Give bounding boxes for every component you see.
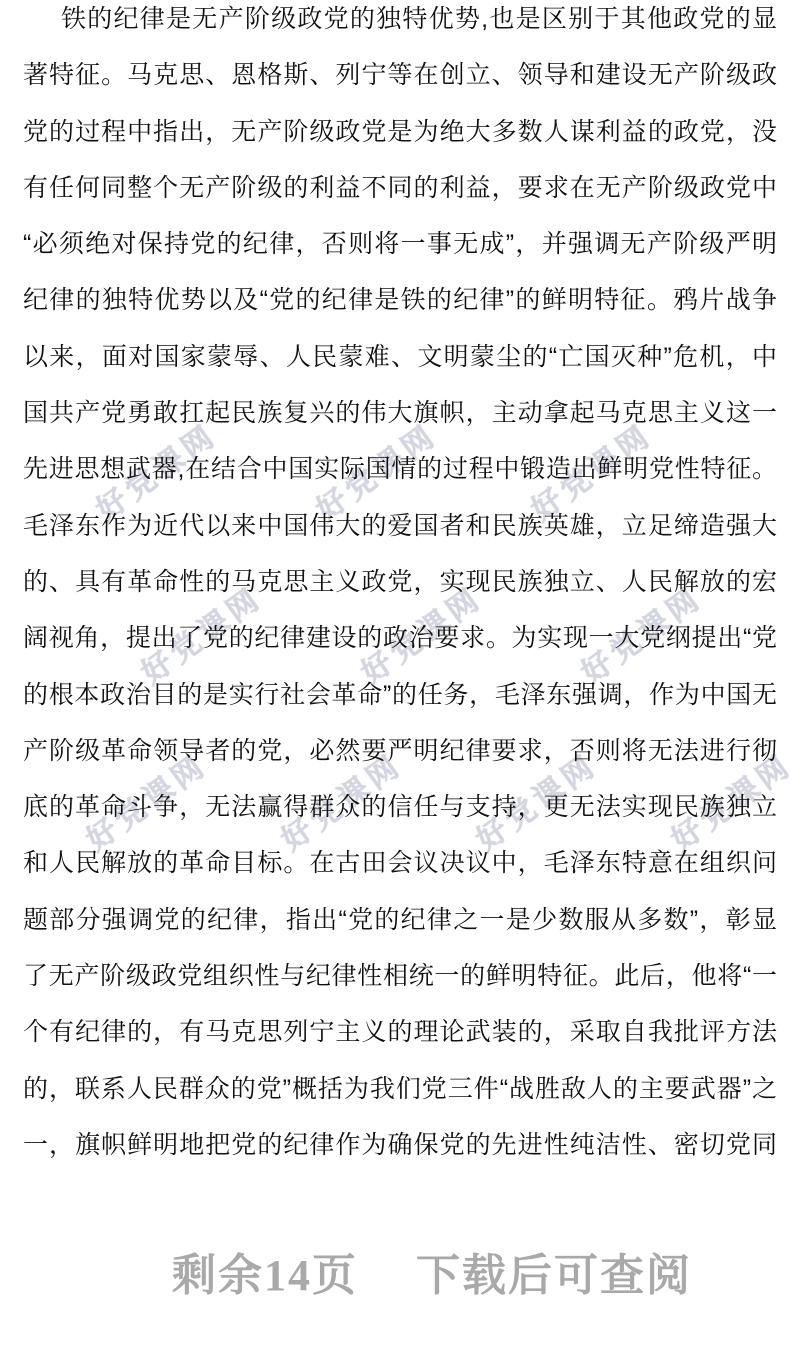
text-line: 党的过程中指出，无产阶级政党是为绝大多数人谋利益的政党，没 <box>23 117 777 146</box>
watermark-text: 好党课网 <box>575 581 709 691</box>
text-line: 的，联系人民群众的党”概括为我们党三件“战胜敌人的主要武器”之 <box>23 1074 777 1103</box>
text-line: 国共产党勇敢扛起民族复兴的伟大旗帜，主动拿起马克思主义这一 <box>23 399 777 428</box>
text-line: 个有纪律的，有马克思列宁主义的理论武装的，采取自我批评方法 <box>23 1018 777 1047</box>
text-line: 的根本政治目的是实行社会革命”的任务，毛泽东强调，作为中国无 <box>23 680 777 709</box>
text-line: 和人民解放的革命目标。在古田会议决议中，毛泽东特意在组织问 <box>23 849 777 878</box>
text-line: 有任何同整个无产阶级的利益不同的利益，要求在无产阶级政党中 <box>23 173 777 202</box>
text-line: 著特征。马克思、恩格斯、列宁等在创立、领导和建设无产阶级政 <box>23 61 777 90</box>
watermark-text: 好党课网 <box>355 581 489 691</box>
watermark-text: 好党课网 <box>80 748 214 858</box>
text-line: 阔视角，提出了党的纪律建设的政治要求。为实现一大党纲提出“党 <box>23 624 777 653</box>
text-line: 毛泽东作为近代以来中国伟大的爱国者和民族英雄，立足缔造强大 <box>23 511 777 540</box>
text-line: 先进思想武器,在结合中国实际国情的过程中锻造出鲜明党性特征。 <box>23 455 777 484</box>
text-line: 题部分强调党的纪律，指出“党的纪律之一是少数服从多数”，彰显 <box>23 905 777 934</box>
text-line: 的、具有革命性的马克思主义政党，实现民族独立、人民解放的宏 <box>23 567 777 596</box>
text-line: 一，旗帜鲜明地把党的纪律作为确保党的先进性纯洁性、密切党同 <box>23 1130 777 1159</box>
text-line: 铁的纪律是无产阶级政党的独特优势,也是区别于其他政党的显 <box>61 5 777 33</box>
remaining-pages-label: 剩余14页 <box>172 1251 358 1300</box>
text-line: 了无产阶级政党组织性与纪律性相统一的鲜明特征。此后，他将“一 <box>23 962 777 991</box>
watermark-text: 好党课网 <box>525 418 659 528</box>
watermark-text: 好党课网 <box>665 748 799 858</box>
watermark-text: 好党课网 <box>275 748 409 858</box>
watermark-text: 好党课网 <box>470 748 604 858</box>
watermark-text: 好党课网 <box>135 581 269 691</box>
document-body-text <box>23 0 777 1173</box>
text-line: 纪律的独特优势以及“党的纪律是铁的纪律”的鲜明特征。鸦片战争 <box>23 286 777 315</box>
watermark-text: 好党课网 <box>90 418 224 528</box>
text-line: 以来，面对国家蒙辱、人民蒙难、文明蒙尘的“亡国灭种”危机，中 <box>23 342 777 371</box>
remaining-pages-notice <box>32 1251 800 1301</box>
text-line: “必须绝对保持党的纪律，否则将一事无成”，并强调无产阶级严明 <box>23 230 777 259</box>
watermark-text: 好党课网 <box>310 418 444 528</box>
text-line: 产阶级革命领导者的党，必然要严明纪律要求，否则将无法进行彻 <box>23 736 777 765</box>
text-line: 底的革命斗争，无法赢得群众的信任与支持，更无法实现民族独立 <box>23 793 777 822</box>
download-hint-label: 下载后可查阅 <box>416 1251 692 1300</box>
